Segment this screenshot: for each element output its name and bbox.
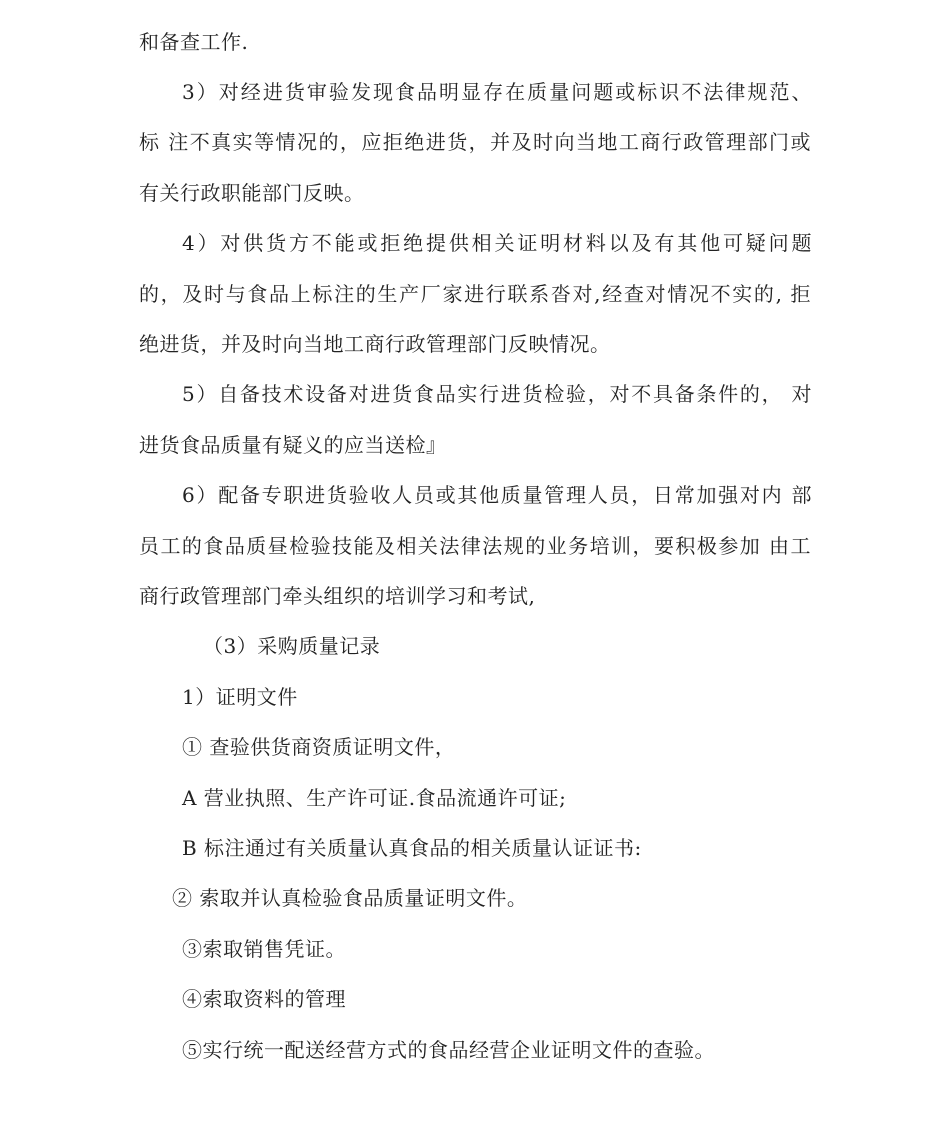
list-item-2: ② 索取并认真检验食品质量证明文件。 — [172, 886, 528, 910]
list-item-4: ④索取资料的管理 — [182, 987, 346, 1011]
text-line-3: 标 注不真实等情况的，应拒绝进货，并及时向当地工商行政管理部门或 — [139, 130, 811, 154]
text-line-1: 和备查工作. — [139, 30, 249, 54]
text-line-12: 商行政管理部门牵头组织的培训学习和考试, — [139, 584, 536, 608]
text-line-9: 进货食品质量有疑义的应当送检』 — [139, 433, 447, 457]
text-line-6: 的，及时与食品上标注的生产厂家进行联系沓对,经查对情况不实的, 拒 — [139, 282, 811, 306]
text-line-2: 3）对经进货审验发现食品明显存在质量问题或标识不法律规范、 — [182, 80, 812, 104]
text-line-5: 4）对供货方不能或拒绝提供相关证明材料以及有其他可疑问题 — [182, 231, 812, 255]
list-item-1b: B 标注通过有关质量认真食品的相关质量认证证书: — [182, 836, 642, 860]
text-line-4: 有关行政职能部门反映。 — [139, 181, 365, 205]
subheading-certificates: 1）证明文件 — [182, 685, 298, 709]
text-line-7: 绝进货，并及时向当地工商行政管理部门反映情况。 — [139, 332, 611, 356]
text-line-8: 5）自备技术设备对进货食品实行进货检验，对不具备条件的， 对 — [182, 382, 812, 406]
list-item-1a: A 营业执照、生产许可证.食品流通许可证; — [182, 786, 567, 810]
list-item-1: ① 查验供货商资质证明文件， — [182, 735, 456, 759]
list-item-5: ⑤实行统一配送经营方式的食品经营企业证明文件的查验。 — [182, 1038, 715, 1062]
section-heading-procurement-records: （3）采购质量记录 — [203, 634, 381, 658]
text-line-11: 员工的食品质昼检验技能及相关法律法规的业务培训，要积极参加 由工 — [139, 534, 811, 558]
text-line-10: 6）配备专职进货验收人员或其他质量管理人员，日常加强对内 部 — [182, 483, 812, 507]
list-item-3: ③索取销售凭证。 — [182, 937, 346, 961]
